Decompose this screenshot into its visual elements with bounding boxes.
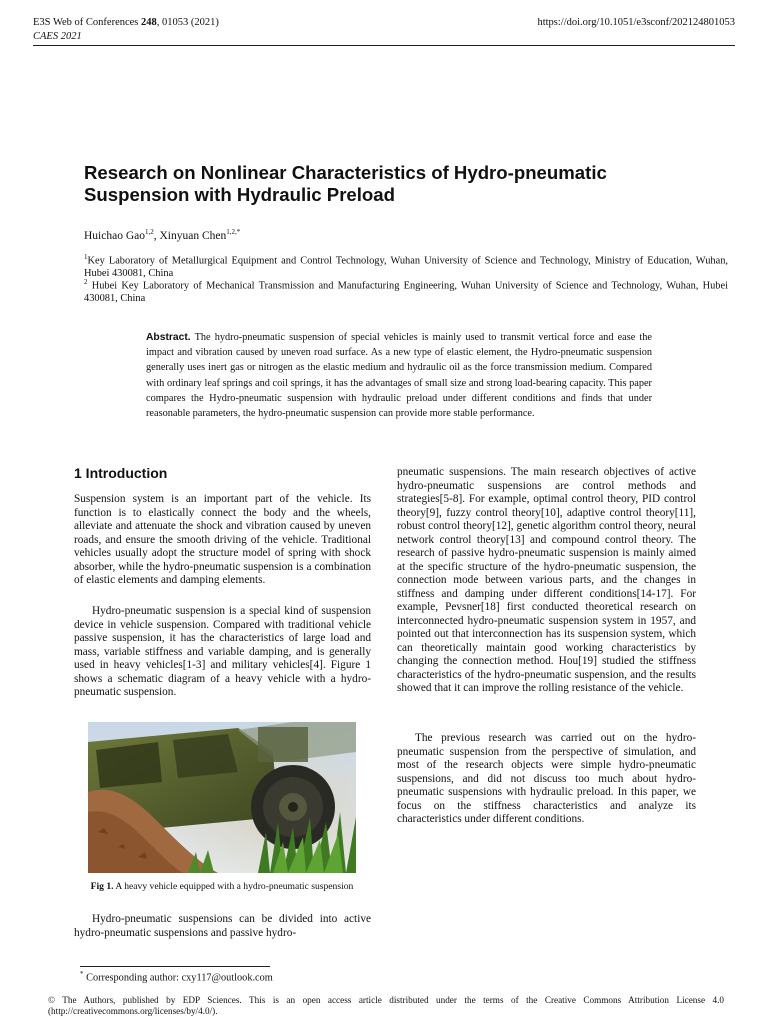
author-2: Xinyuan Chen (159, 229, 227, 242)
author-1: Huichao Gao (84, 229, 145, 242)
affiliation-1-number: 1 (84, 253, 88, 261)
footnote (80, 970, 273, 983)
article-ref: , 01053 (2021) (156, 17, 219, 28)
conference-name: CAES 2021 (33, 31, 82, 42)
affiliation-1-text: Key Laboratory of Metallurgical Equipment and Control Technology, Wuhan University of Science and Technology, Ministry of Education, Wuhan, Hubei 430081, China (84, 255, 728, 280)
journal-citation (33, 16, 219, 30)
journal-volume: 248 (141, 17, 157, 28)
journal-name: E3S Web of Conferences (33, 17, 142, 28)
section-heading-introduction: 1 Introduction (74, 465, 168, 481)
title-line-2: Suspension with Hydraulic Preload (84, 184, 395, 205)
footnote-text: Corresponding author: cxy117@outlook.com (83, 972, 273, 984)
intro-paragraph-3: Hydro-pneumatic suspensions can be divided into active hydro-pneumatic suspensions and passive hydro- (74, 913, 371, 939)
right-paragraph-2: The previous research was carried out on the hydro-pneumatic suspension from the perspective of simulation, and most of the research objects were simple hydro-pneumatic suspensions, and did not discuss too much about hydro-pneumatic suspensions with hydraulic preload. In this paper, we focus on the stiffness characteristics and analyze its characteristics under different conditions. (397, 732, 696, 825)
abstract (146, 330, 652, 421)
affiliation-2-text: Hubei Key Laboratory of Mechanical Transmission and Manufacturing Engineering, Wuhan University of Science and Technology, Wuhan, Hubei 430081, China (84, 280, 728, 305)
intro-paragraph-1: Suspension system is an important part of the vehicle. Its function is to elastically connect the body and the wheels, alleviate and attenuate the shock and vibration caused by uneven roads, and ensure the smooth driving of the vehicle. Traditional vehicles usually adopt the structure model of spring with shock absorber, while the hydro-pneumatic suspension is a combination of elastic elements and damping elements. (74, 493, 371, 586)
right-paragraph-1: pneumatic suspensions. The main research objectives of active hydro-pneumatic suspensions are control methods and strategies[5-8]. For example, optimal control theory, PID control theory[9], fuzzy control theory[10], adaptive control theory[11], robust control theory[12], genetic algorithm control theory, neural network control theory[13] and compound control theory. The research of passive hydro-pneumatic suspension is mainly aimed at the specific structure of the hydro-pneumatic suspension, the connection mode between various parts, and the changes in stiffness and damping under different conditions[14-17]. For example, Pevsner[18] first conducted theoretical research on interconnected hydro-pneumatic suspension system in 1957, and pointed out that interconnection has its suspension system, which can theoretically maintain good working characteristics by changing the connection method. Hou[19] studied the stiffness characteristics of the hydro-pneumatic suspension, and the results showed that it can improve the rolling resistance of the vehicle. (397, 466, 696, 694)
abstract-text: The hydro-pneumatic suspension of special vehicles is mainly used to transmit vertical force and ease the impact and vibration caused by uneven road surface. As a new type of elastic element, the Hydro-pneumatic suspension generally uses inert gas or nitrogen as the elastic medium and hydraulic oil as the force transmission medium. Compared with ordinary leaf springs and coil springs, it has the advantages of small size and strong load-bearing capacity. This paper compares the Hydro-pneumatic suspension with hydraulic preload under different conditions and finds that under reasonable parameters, the hydro-pneumatic suspension can provide more stable performance. (146, 332, 652, 420)
abstract-label: Abstract. (146, 332, 191, 343)
affiliation-2 (84, 276, 728, 306)
heavy-vehicle-image (88, 722, 356, 873)
author-1-affil: 1,2 (145, 228, 154, 236)
footnote-mark: * (80, 970, 84, 978)
author-separator: , (153, 229, 160, 242)
author-2-affil: 1,2,* (226, 228, 241, 236)
header-divider (33, 45, 735, 46)
figure-label: Fig 1. (90, 881, 114, 892)
author-list (84, 228, 240, 242)
intro-paragraph-2: Hydro-pneumatic suspension is a special kind of suspension device in vehicle suspension. Compared with traditional vehicle passive suspension, it has the characteristics of large load and mass, variable stiffness and variable damping, and is generally used in heavy vehicles[1-3] and military vehicles[4]. Figure 1 shows a schematic diagram of a heavy vehicle with a hydro-pneumatic suspension. (74, 605, 371, 698)
doi-link[interactable]: https://doi.org/10.1051/e3sconf/202124801053 (537, 17, 735, 28)
figure-caption-text: A heavy vehicle equipped with a hydro-pneumatic suspension (113, 881, 354, 892)
paper-title (84, 162, 704, 206)
title-line-1: Research on Nonlinear Characteristics of Hydro-pneumatic (84, 162, 607, 183)
license-notice: © The Authors, published by EDP Sciences. This is an open access article distributed under the terms of the Creative Commons Attribution License 4.0 (http://creativecommons.org/licenses/by/4.0/). (48, 995, 724, 1017)
footnote-divider (80, 966, 270, 967)
affiliation-2-number: 2 (84, 278, 88, 286)
figure-1-caption (80, 881, 364, 893)
figure-1-photo (88, 722, 356, 873)
